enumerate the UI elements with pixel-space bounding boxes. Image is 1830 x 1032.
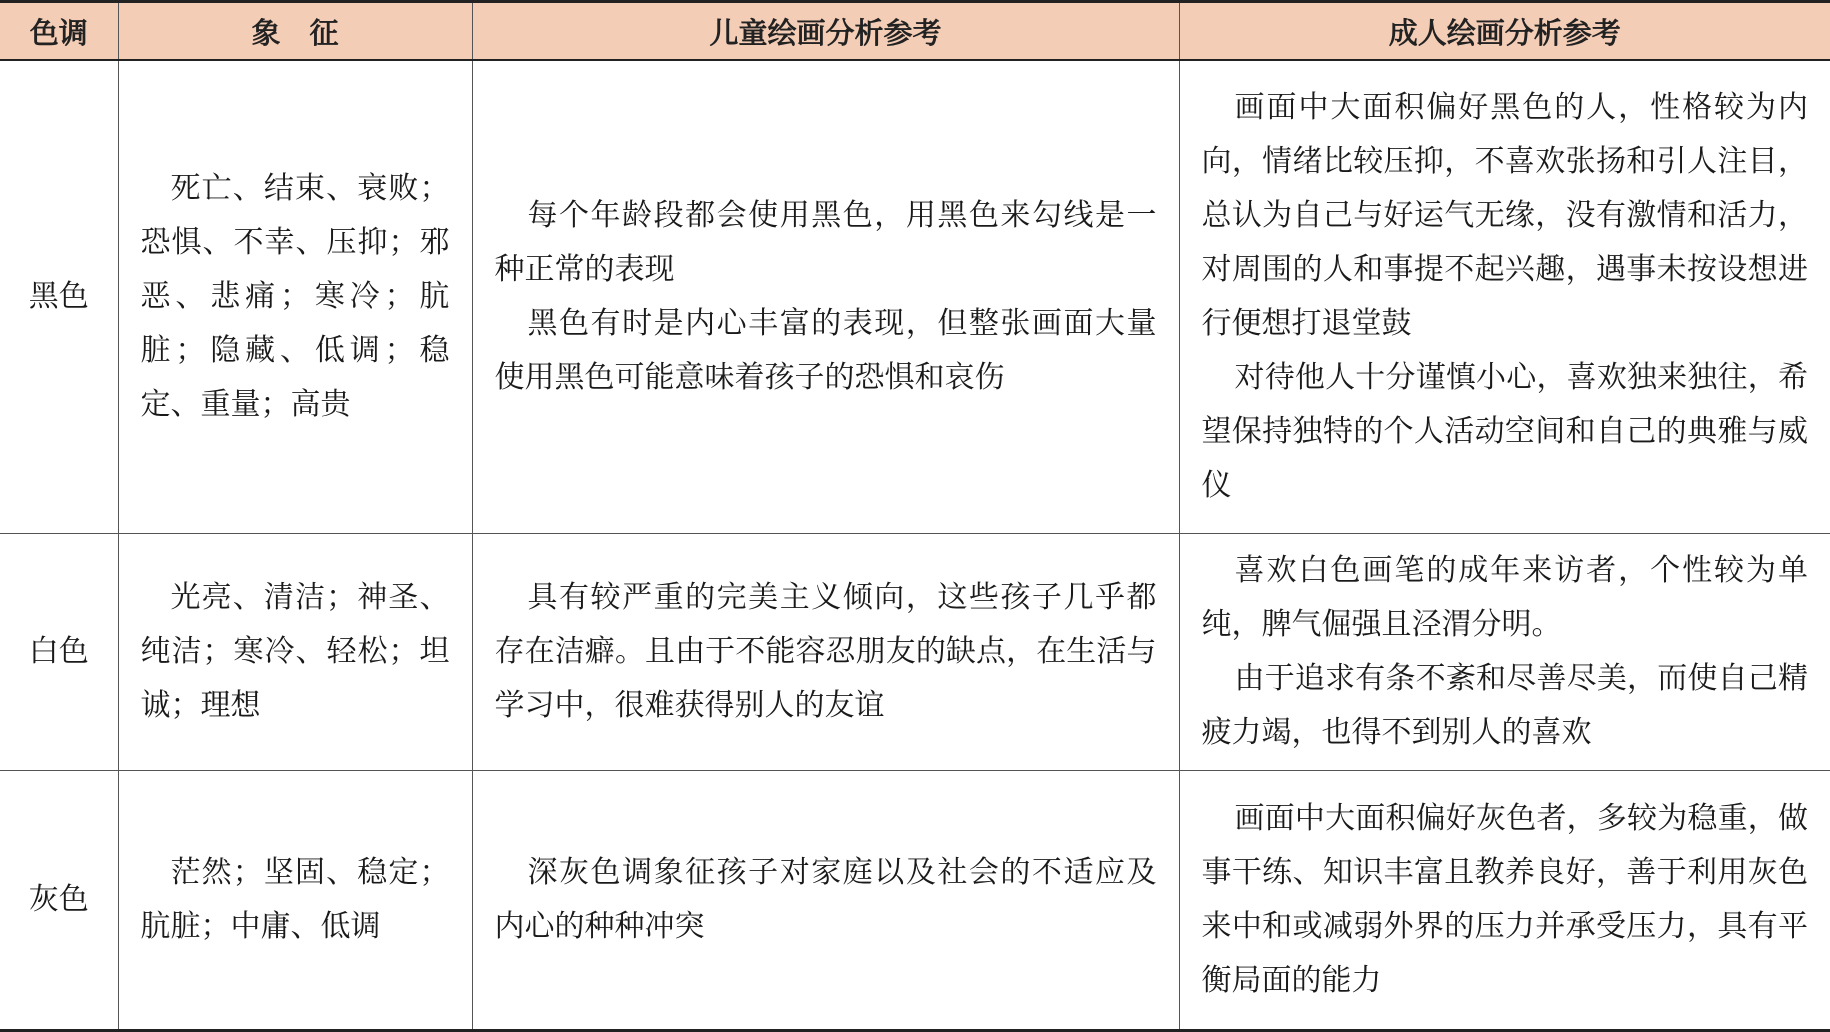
table-row-white [0, 534, 1830, 771]
symbol-cell [118, 771, 472, 1031]
symbol-cell [118, 60, 472, 534]
child-analysis-cell [472, 534, 1179, 771]
table-header-row [0, 2, 1830, 61]
color-cell: 黑色 [28, 279, 89, 314]
header-color: 色调 [0, 2, 118, 61]
child-analysis-cell [472, 771, 1179, 1031]
adult-paragraph: 喜欢白色画笔的成年来访者，个性较为单纯，脾气倔强且泾渭分明。 [1201, 553, 1808, 642]
symbol-text: 光亮、清洁；神圣、纯洁；寒冷、轻松；坦诚；理想 [140, 580, 450, 723]
adult-analysis-cell [1179, 60, 1830, 534]
adult-paragraph: 由于追求有条不紊和尽善尽美，而使自己精疲力竭，也得不到别人的喜欢 [1201, 661, 1808, 750]
child-paragraph: 深灰色调象征孩子对家庭以及社会的不适应及内心的种种冲突 [494, 855, 1157, 944]
symbol-text: 死亡、结束、衰败；恐惧、不幸、压抑；邪恶、悲痛；寒冷；肮脏；隐藏、低调；稳定、重量；高贵 [140, 171, 450, 422]
adult-analysis-cell [1179, 771, 1830, 1031]
table-row-gray [0, 771, 1830, 1031]
adult-paragraph: 画面中大面积偏好黑色的人，性格较为内向，情绪比较压抑，不喜欢张扬和引人注目，总认为自己与好运气无缘，没有激情和活力，对周围的人和事提不起兴趣，遇事未按设想进行便想打退堂鼓 [1201, 90, 1808, 341]
color-cell: 白色 [0, 534, 118, 771]
header-symbol: 象 征 [118, 2, 472, 61]
child-paragraph: 具有较严重的完美主义倾向，这些孩子几乎都存在洁癖。且由于不能容忍朋友的缺点，在生活与学习中，很难获得别人的友谊 [494, 580, 1157, 723]
table-row-black [0, 60, 1830, 534]
header-adult-analysis: 成人绘画分析参考 [1179, 2, 1830, 61]
symbol-text: 茫然；坚固、稳定；肮脏；中庸、低调 [140, 855, 450, 944]
adult-paragraph: 对待他人十分谨慎小心，喜欢独来独往，希望保持独特的个人活动空间和自己的典雅与威仪 [1201, 360, 1808, 503]
child-paragraph: 黑色有时是内心丰富的表现，但整张画面大量使用黑色可能意味着孩子的恐惧和哀伤 [494, 306, 1157, 395]
child-paragraph: 每个年龄段都会使用黑色，用黑色来勾线是一种正常的表现 [494, 198, 1157, 287]
adult-paragraph: 画面中大面积偏好灰色者，多较为稳重，做事干练、知识丰富且教养良好，善于利用灰色来中和或减弱外界的压力并承受压力，具有平衡局面的能力 [1201, 801, 1808, 998]
header-child-analysis: 儿童绘画分析参考 [472, 2, 1179, 61]
child-analysis-cell [472, 60, 1179, 534]
adult-analysis-cell [1179, 534, 1830, 771]
symbol-cell [118, 534, 472, 771]
color-cell: 灰色 [0, 771, 118, 1031]
